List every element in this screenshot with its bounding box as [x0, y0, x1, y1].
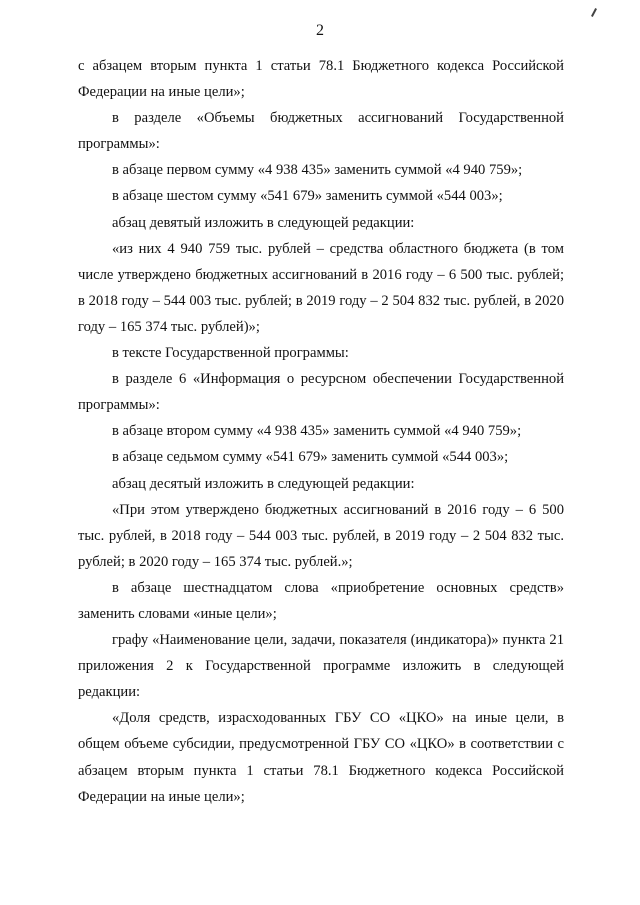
paragraph: «При этом утверждено бюджетных ассигнований в 2016 году – 6 500 тыс. рублей, в 2018 году – 544 003 тыс. рублей, в 2019 году – 2 504 832 тыс. рублей; в 2020 году – 165 374 тыс. рублей.»; [78, 501, 564, 570]
paragraph: «Доля средств, израсходованных ГБУ СО «ЦКО» на иные цели, в общем объеме субсидии, предусмотренной ГБУ СО «ЦКО» в соответствии с абзацем вторым пункта 1 статьи 78.1 Бюджетного кодекса Российской Федерации на иные цели»; [78, 710, 564, 805]
paragraph: в тексте Государственной программы: [112, 345, 349, 362]
paragraph: абзац девятый изложить в следующей редакции: [112, 214, 415, 231]
paragraph: в разделе 6 «Информация о ресурсном обеспечении Государственной программы»: [78, 371, 564, 414]
page-number: 2 [316, 22, 324, 39]
paragraph: в абзаце седьмом сумму «541 679» заменить суммой «544 003»; [112, 449, 509, 466]
paragraph: графу «Наименование цели, задачи, показателя (индикатора)» пункта 21 приложения 2 к Государственной программе изложить в следующей редакции: [78, 632, 564, 701]
paragraph: абзац десятый изложить в следующей редакции: [112, 475, 415, 492]
paragraph: в абзаце втором сумму «4 938 435» заменить суммой «4 940 759»; [112, 423, 522, 440]
paragraph: в разделе «Объемы бюджетных ассигнований Государственной программы»: [78, 110, 564, 153]
paragraph: с абзацем вторым пункта 1 статьи 78.1 Бюджетного кодекса Российской Федерации на иные цели»; [78, 58, 564, 101]
paragraph: в абзаце шестнадцатом слова «приобретение основных средств» заменить словами «иные цели»; [78, 579, 564, 622]
scan-mark [591, 8, 597, 17]
paragraph: в абзаце шестом сумму «541 679» заменить суммой «544 003»; [112, 188, 503, 205]
paragraph: в абзаце первом сумму «4 938 435» заменить суммой «4 940 759»; [112, 162, 523, 179]
paragraph: «из них 4 940 759 тыс. рублей – средства областного бюджета (в том числе утверждено бюджетных ассигнований в 2016 году – 6 500 тыс. рублей; в 2018 году – 544 003 тыс. рублей; в 2019 году – 2 504 832 тыс. рублей, в 2020 году – 165 374 тыс. рублей)»; [78, 240, 564, 335]
document-body [78, 53, 564, 810]
